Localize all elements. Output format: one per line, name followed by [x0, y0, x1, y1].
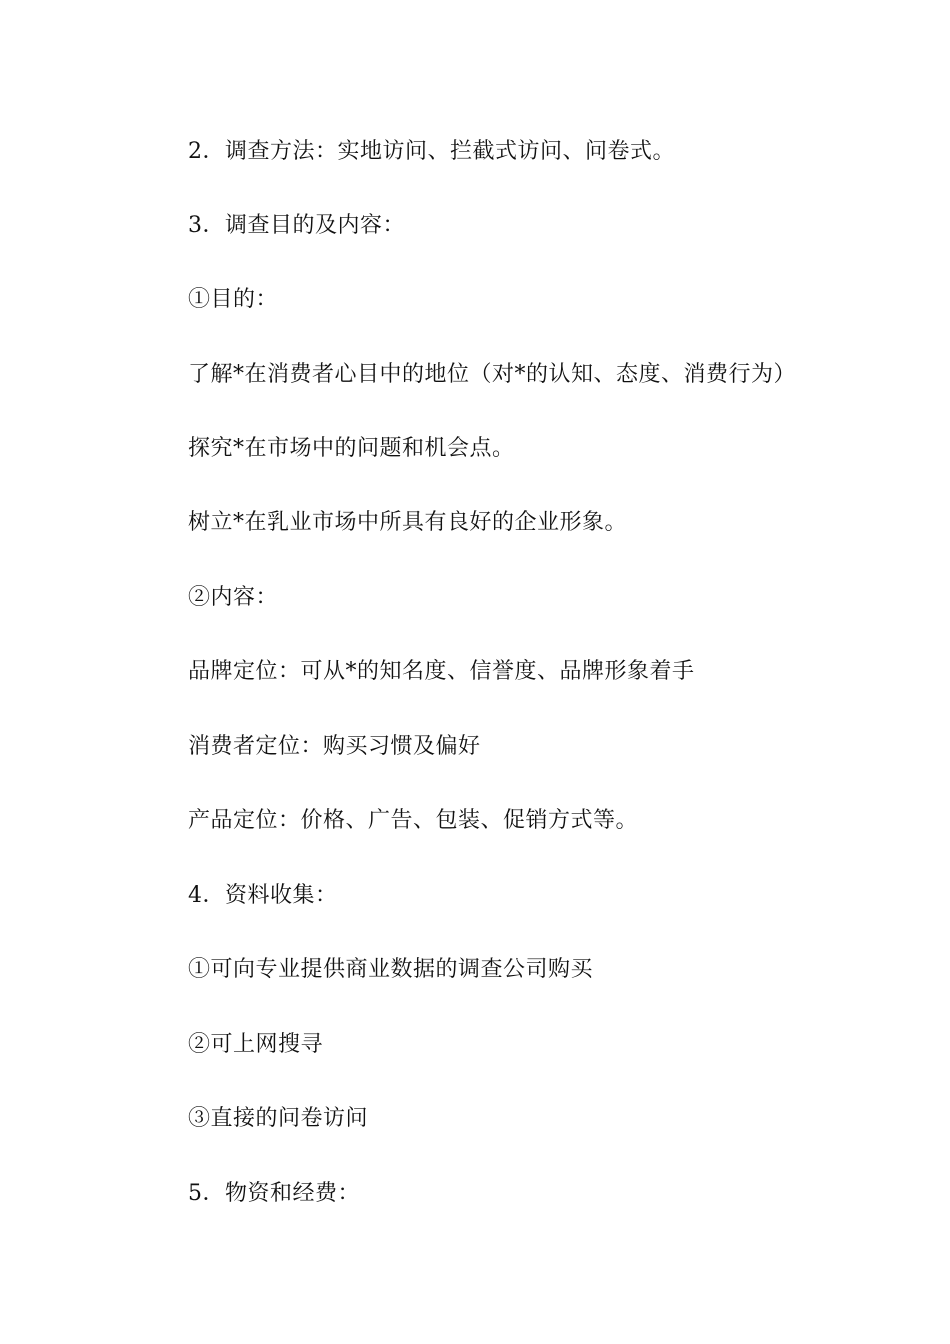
- collection-item-purchase: ①可向专业提供商业数据的调查公司购买: [188, 957, 594, 982]
- materials-budget-heading: 5．物资和经费：: [188, 1181, 360, 1206]
- data-collection-heading: 4．资料收集：: [188, 883, 338, 908]
- purpose-item-establish: 树立*在乳业市场中所具有良好的企业形象。: [188, 510, 628, 535]
- collection-item-questionnaire: ③直接的问卷访问: [188, 1106, 369, 1131]
- content-item-consumer: 消费者定位：购买习惯及偏好: [188, 734, 481, 759]
- content-subheading: ②内容：: [188, 585, 279, 610]
- purpose-item-understand: 了解*在消费者心目中的地位（对*的认知、态度、消费行为）: [188, 362, 797, 387]
- purpose-item-explore: 探究*在市场中的问题和机会点。: [188, 436, 515, 461]
- content-item-product: 产品定位：价格、广告、包装、促销方式等。: [188, 808, 639, 833]
- survey-method-line: 2．调查方法：实地访问、拦截式访问、问卷式。: [188, 139, 675, 164]
- purpose-subheading: ①目的：: [188, 287, 279, 312]
- collection-item-online: ②可上网搜寻: [188, 1032, 324, 1057]
- survey-purpose-heading: 3．调查目的及内容：: [188, 213, 405, 238]
- content-item-brand: 品牌定位：可从*的知名度、信誉度、品牌形象着手: [188, 659, 695, 684]
